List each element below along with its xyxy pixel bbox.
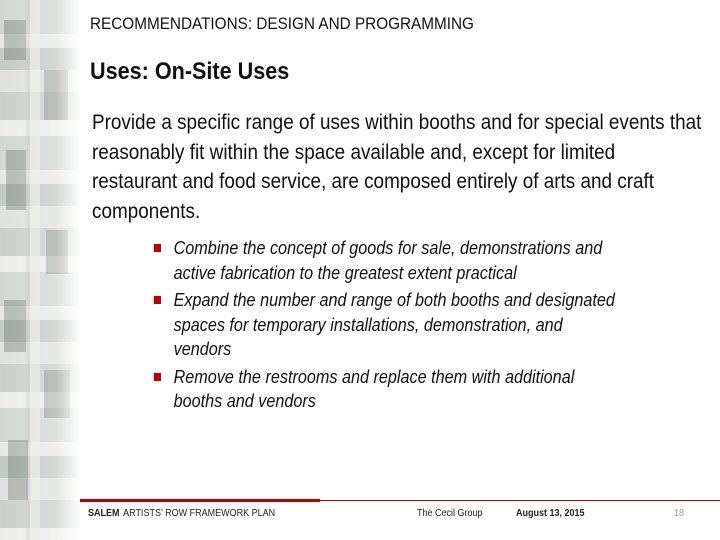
page-number: 18 — [674, 508, 685, 519]
footer-firm: The Cecil Group — [417, 508, 483, 519]
bullet-text: Expand the number and range of both booths and designated spaces for temporary installations, demonstration, and vendors — [173, 290, 615, 359]
footer-rule-thin — [320, 500, 720, 501]
square-bullet-icon — [154, 296, 161, 304]
square-bullet-icon — [154, 373, 161, 381]
footer-plan-label — [88, 508, 275, 519]
square-bullet-icon — [154, 244, 161, 252]
body-paragraph: Provide a specific range of uses within booths and for special events that reasonably fit within the space available and, except for limited restaurant and food service, are composed entirely of arts and craft components. — [92, 111, 702, 223]
bullet-item — [152, 236, 620, 285]
bullet-text: Remove the restrooms and replace them with additional booths and vendors — [173, 366, 575, 411]
section-kicker: RECOMMENDATIONS: DESIGN AND PROGRAMMING — [90, 14, 474, 33]
bullet-text: Combine the concept of goods for sale, demonstrations and active fabrication to the greatest extent practical — [173, 238, 603, 283]
slide-title: Uses: On-Site Uses — [90, 58, 290, 85]
footer-brand: SALEM — [88, 508, 120, 519]
footer-plan-name: ARTISTS’ ROW FRAMEWORK PLAN — [123, 508, 276, 519]
photo-fade-overlay — [0, 0, 80, 540]
footer-rule-thick — [80, 499, 320, 502]
bullet-list — [152, 236, 620, 417]
bullet-item — [152, 365, 620, 414]
footer-date: August 13, 2015 — [516, 508, 585, 519]
bullet-item — [152, 288, 620, 362]
